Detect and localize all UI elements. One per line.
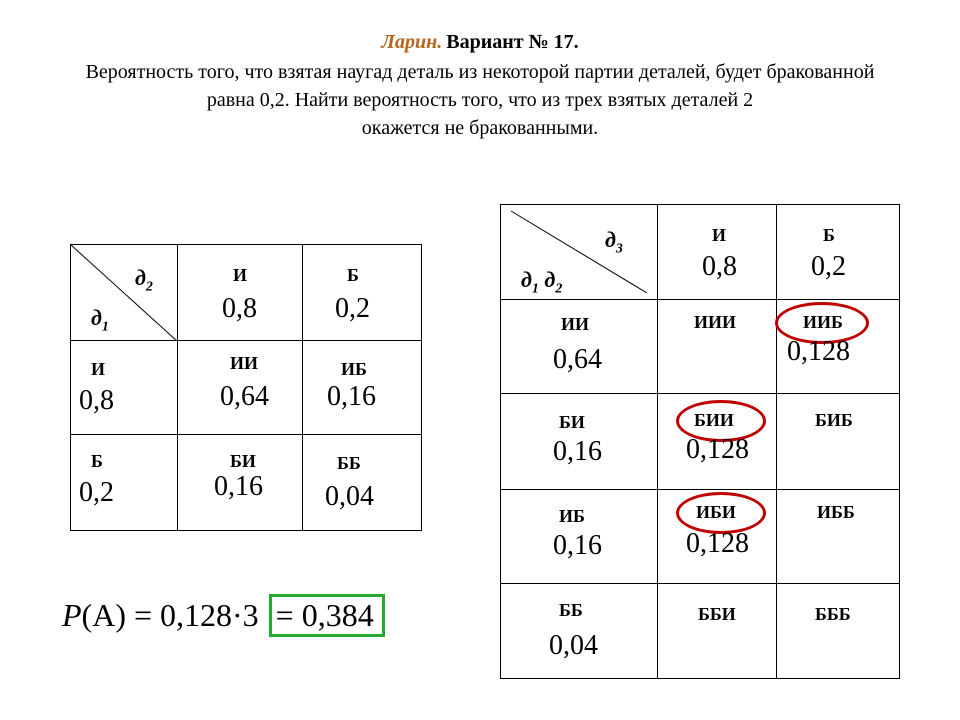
cell-ib bbox=[303, 341, 422, 435]
row-header-bb bbox=[501, 584, 658, 679]
col-header-i bbox=[178, 245, 303, 341]
cell-value: 0,64 bbox=[220, 381, 269, 412]
row-header-ib bbox=[501, 490, 658, 584]
row-value: 0,8 bbox=[79, 385, 114, 416]
row-header-i bbox=[71, 341, 178, 435]
author-name: Ларин. bbox=[381, 31, 443, 53]
problem-line-2: равна 0,2. Найти вероятность того, что из трех взятых деталей 2 bbox=[206, 89, 754, 111]
formula-arg: (A) bbox=[81, 597, 126, 633]
corner-label-d1: $д_1$ bbox=[91, 305, 109, 335]
cell-bbi bbox=[658, 584, 777, 679]
cell-label: БИБ bbox=[815, 410, 853, 430]
corner-label-d3: $д_3$ bbox=[605, 227, 623, 257]
two-part-table bbox=[70, 244, 422, 531]
col-value: 0,2 bbox=[811, 251, 846, 282]
row-label: БИ bbox=[559, 412, 585, 432]
result-formula bbox=[62, 594, 385, 637]
corner-cell bbox=[501, 205, 658, 300]
title-line bbox=[0, 30, 960, 54]
cell-value: 0,04 bbox=[325, 481, 374, 512]
cell-label: ИБ bbox=[341, 359, 367, 379]
cell-bii bbox=[658, 394, 777, 490]
col-header-b bbox=[777, 205, 900, 300]
cell-value: 0,128 bbox=[686, 434, 749, 465]
col-value: 0,8 bbox=[702, 251, 737, 282]
cell-ii bbox=[178, 341, 303, 435]
row-header-bi bbox=[501, 394, 658, 490]
row-label: ИИ bbox=[561, 314, 590, 334]
problem-line-3: окажется не бракованными. bbox=[361, 117, 599, 139]
three-part-table bbox=[500, 204, 900, 679]
row-label: Б bbox=[91, 451, 103, 471]
variant-number: Вариант № 17. bbox=[446, 31, 579, 53]
result-box: = 0,384 bbox=[269, 594, 385, 637]
row-label: ББ bbox=[559, 600, 583, 620]
row-label: И bbox=[91, 359, 106, 379]
corner-label-d1-d2: $д_1$ $д_2$ bbox=[521, 267, 563, 297]
row-value: 0,16 bbox=[553, 530, 602, 561]
row-label: ИБ bbox=[559, 506, 585, 526]
cell-label: ББ bbox=[337, 453, 361, 473]
corner-label-d2: $д_2$ bbox=[135, 265, 153, 295]
cell-label: ИИИ bbox=[694, 312, 737, 332]
col-label: И bbox=[233, 265, 248, 285]
row-header-b bbox=[71, 435, 178, 531]
col-header-i bbox=[658, 205, 777, 300]
col-label: Б bbox=[823, 225, 835, 245]
row-value: 0,64 bbox=[553, 344, 602, 375]
cell-iib bbox=[777, 300, 900, 394]
cell-label: ИИ bbox=[230, 353, 259, 373]
row-value: 0,2 bbox=[79, 477, 114, 508]
cell-iii bbox=[658, 300, 777, 394]
formula-p: P bbox=[62, 597, 82, 633]
cell-bb bbox=[303, 435, 422, 531]
cell-ibi bbox=[658, 490, 777, 584]
formula-expr: = 0,128·3 bbox=[125, 597, 267, 633]
diagonal-line bbox=[71, 245, 177, 341]
problem-statement bbox=[0, 58, 960, 142]
cell-label: БББ bbox=[815, 604, 851, 624]
cell-ibb bbox=[777, 490, 900, 584]
row-value: 0,04 bbox=[549, 630, 598, 661]
col-label: И bbox=[712, 225, 727, 245]
cell-value: 0,16 bbox=[327, 381, 376, 412]
cell-label: БИ bbox=[230, 451, 256, 471]
corner-cell bbox=[71, 245, 178, 341]
row-value: 0,16 bbox=[553, 436, 602, 467]
col-header-b bbox=[303, 245, 422, 341]
cell-value: 0,128 bbox=[787, 336, 850, 367]
cell-label: ИИБ bbox=[803, 312, 843, 332]
cell-label: ИБИ bbox=[696, 502, 736, 522]
col-value: 0,2 bbox=[335, 293, 370, 324]
cell-bbb bbox=[777, 584, 900, 679]
cell-bib bbox=[777, 394, 900, 490]
problem-line-1: Вероятность того, что взятая наугад деталь из некоторой партии деталей, будет бракованной bbox=[85, 61, 875, 83]
row-header-ii bbox=[501, 300, 658, 394]
cell-label: ИББ bbox=[817, 502, 855, 522]
cell-bi bbox=[178, 435, 303, 531]
cell-value: 0,128 bbox=[686, 528, 749, 559]
cell-value: 0,16 bbox=[214, 471, 263, 502]
cell-label: ББИ bbox=[698, 604, 736, 624]
cell-label: БИИ bbox=[694, 410, 734, 430]
col-label: Б bbox=[347, 265, 359, 285]
col-value: 0,8 bbox=[222, 293, 257, 324]
